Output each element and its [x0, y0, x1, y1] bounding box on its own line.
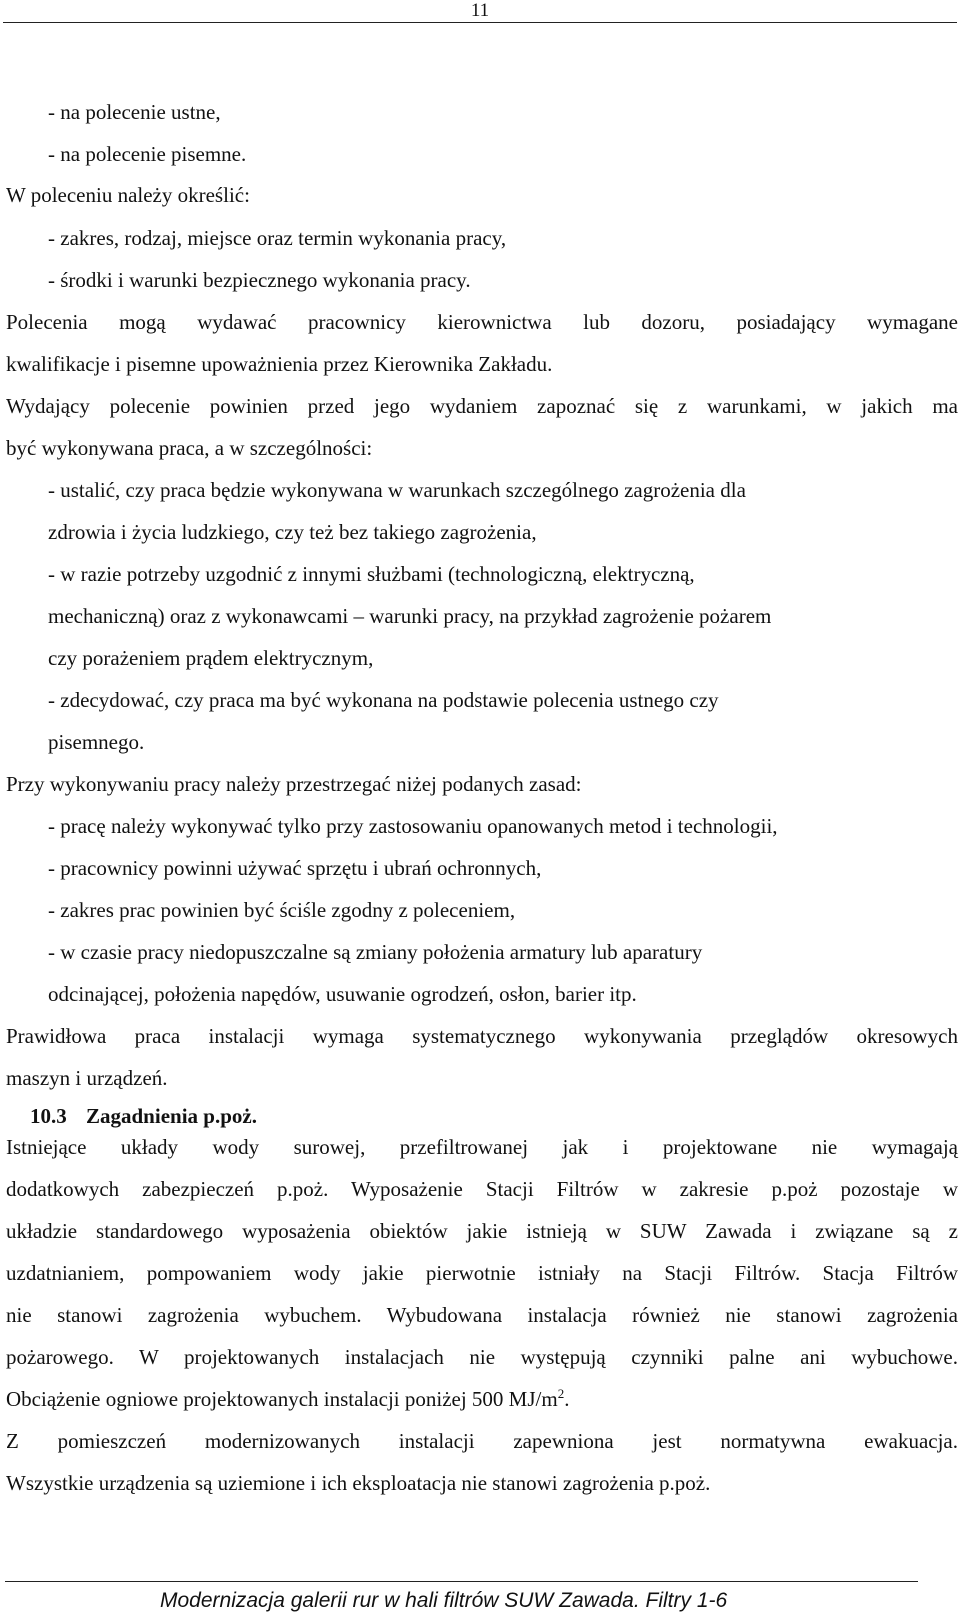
section-title: Zagadnienia p.poż.	[86, 1104, 257, 1128]
list-item: - na polecenie ustne,	[48, 100, 221, 124]
list-item: - środki i warunki bezpiecznego wykonania pracy.	[48, 268, 471, 292]
list-item: - w czasie pracy niedopuszczalne są zmiany położenia armatury lub aparatury	[48, 940, 703, 964]
paragraph-line: Prawidłowa praca instalacji wymaga systematycznego wykonywania przeglądów okresowych	[6, 1024, 958, 1048]
list-item: - zakres, rodzaj, miejsce oraz termin wykonania pracy,	[48, 226, 507, 250]
paragraph-line: być wykonywana praca, a w szczególności:	[6, 436, 373, 460]
list-item: - w razie potrzeby uzgodnić z innymi służbami (technologiczną, elektryczną,	[48, 562, 695, 586]
paragraph-line: Z pomieszczeń modernizowanych instalacji zapewniona jest normatywna ewakuacja.	[6, 1429, 958, 1453]
header-rule	[3, 22, 957, 23]
paragraph-line: Istniejące układy wody surowej, przefiltrowanej jak i projektowane nie wymagają	[6, 1135, 958, 1159]
paragraph-line: Polecenia mogą wydawać pracownicy kierownictwa lub dozoru, posiadający wymagane	[6, 310, 958, 334]
paragraph-line: kwalifikacje i pisemne upoważnienia przez Kierownika Zakładu.	[6, 352, 553, 376]
paragraph-line: nie stanowi zagrożenia wybuchem. Wybudowana instalacja również nie stanowi zagrożenia	[6, 1303, 958, 1327]
list-item: odcinającej, położenia napędów, usuwanie ogrodzeń, osłon, barier itp.	[48, 982, 637, 1006]
list-item: - ustalić, czy praca będzie wykonywana w warunkach szczególnego zagrożenia dla	[48, 478, 746, 502]
list-item: - zdecydować, czy praca ma być wykonana na podstawie polecenia ustnego czy	[48, 688, 719, 712]
page-number: 11	[470, 0, 490, 21]
footer-rule	[5, 1581, 918, 1582]
paragraph-line: pożarowego. W projektowanych instalacjach nie występują czynniki palne ani wybuchowe.	[6, 1345, 958, 1369]
list-item: - zakres prac powinien być ściśle zgodny z poleceniem,	[48, 898, 516, 922]
paragraph-line: W poleceniu należy określić:	[6, 183, 250, 207]
list-item: - na polecenie pisemne.	[48, 142, 247, 166]
fire-load-tail: .	[564, 1387, 570, 1411]
paragraph-line: Wydający polecenie powinien przed jego wydaniem zapoznać się z warunkami, w jakich ma	[6, 394, 958, 418]
section-heading	[30, 1103, 960, 1129]
list-item: zdrowia i życia ludzkiego, czy też bez takiego zagrożenia,	[48, 520, 537, 544]
paragraph-line: układzie standardowego wyposażenia obiektów jakie istnieją w SUW Zawada i związane są z	[6, 1219, 958, 1243]
list-item: - pracownicy powinni używać sprzętu i ubrań ochronnych,	[48, 856, 542, 880]
list-item: mechaniczną) oraz z wykonawcami – warunki pracy, na przykład zagrożenie pożarem	[48, 604, 772, 628]
paragraph-line: uzdatnianiem, pompowaniem wody jakie pierwotnie istniały na Stacji Filtrów. Stacja Filtrów	[6, 1261, 958, 1285]
section-number: 10.3	[30, 1104, 67, 1128]
paragraph-line: dodatkowych zabezpieczeń p.poż. Wyposażenie Stacji Filtrów w zakresie p.poż pozostaje w	[6, 1177, 958, 1201]
list-item: - pracę należy wykonywać tylko przy zastosowaniu opanowanych metod i technologii,	[48, 814, 778, 838]
list-item: pisemnego.	[48, 730, 145, 754]
paragraph-line: Przy wykonywaniu pracy należy przestrzegać niżej podanych zasad:	[6, 772, 582, 796]
list-item: czy porażeniem prądem elektrycznym,	[48, 646, 374, 670]
fire-load-text: Obciążenie ogniowe projektowanych instalacji poniżej 500 MJ/m	[6, 1387, 558, 1411]
paragraph-line: maszyn i urządzeń.	[6, 1066, 168, 1090]
page-footer: Modernizacja galerii rur w hali filtrów SUW Zawada. Filtry 1-6	[160, 1589, 728, 1612]
paragraph-line: Wszystkie urządzenia są uziemione i ich eksploatacja nie stanowi zagrożenia p.poż.	[6, 1471, 711, 1495]
fire-load-line	[6, 1386, 958, 1412]
superscript: 2	[557, 1386, 565, 1401]
